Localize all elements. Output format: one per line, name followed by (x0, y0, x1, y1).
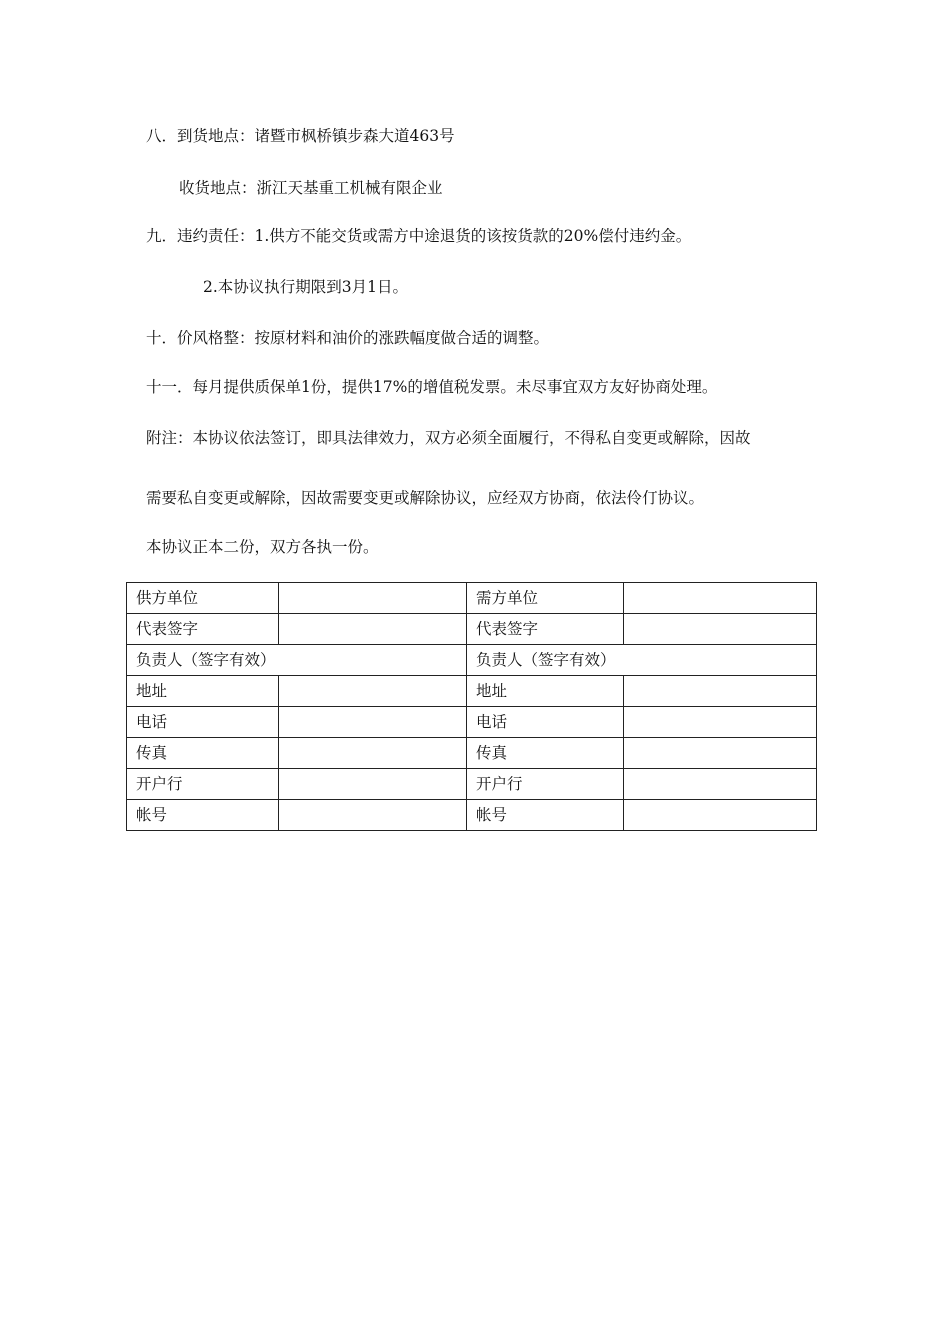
clause-note-2: 需要私自变更或解除，因故需要变更或解除协议，应经双方协商，依法伶仃协议。 (146, 489, 705, 507)
buyer-value-cell (624, 583, 817, 614)
table-row (127, 738, 817, 769)
table-row (127, 800, 817, 831)
buyer-value-cell (624, 614, 817, 645)
supplier-value-cell (279, 769, 467, 800)
table-row (127, 645, 817, 676)
buyer-label: 地址 (467, 676, 624, 707)
table-row (127, 614, 817, 645)
supplier-label: 地址 (127, 676, 279, 707)
table-row (127, 769, 817, 800)
clause-price-adjust: 十．价风格整：按原材料和油价的涨跌幅度做合适的调整。 (146, 329, 550, 347)
supplier-label: 开户行 (127, 769, 279, 800)
table-row (127, 583, 817, 614)
supplier-label: 传真 (127, 738, 279, 769)
supplier-label: 供方单位 (127, 583, 279, 614)
clause-note-1: 附注：本协议依法签订，即具法律效力，双方必须全面履行，不得私自变更或解除，因故 (146, 429, 751, 447)
buyer-label: 帐号 (467, 800, 624, 831)
buyer-value-cell (624, 676, 817, 707)
table-row (127, 676, 817, 707)
buyer-label: 负责人（签字有效） (467, 645, 817, 676)
supplier-label: 负责人（签字有效） (127, 645, 467, 676)
supplier-value-cell (279, 800, 467, 831)
supplier-value-cell (279, 676, 467, 707)
supplier-value-cell (279, 738, 467, 769)
clause-breach-1: 九．违约责任：1.供方不能交货或需方中途退货的该按货款的20%偿付违约金。 (146, 227, 692, 245)
buyer-label: 开户行 (467, 769, 624, 800)
clause-copies: 本协议正本二份，双方各执一份。 (146, 538, 379, 556)
buyer-value-cell (624, 769, 817, 800)
buyer-label: 传真 (467, 738, 624, 769)
buyer-label: 代表签字 (467, 614, 624, 645)
supplier-label: 帐号 (127, 800, 279, 831)
table-row (127, 707, 817, 738)
clause-delivery-place: 八．到货地点：诸暨市枫桥镇步森大道463号 (146, 127, 455, 145)
supplier-value-cell (279, 614, 467, 645)
buyer-value-cell (624, 800, 817, 831)
clause-quality: 十一．每月提供质保单1份，提供17%的增值税发票。未尽事宜双方友好协商处理。 (146, 378, 718, 396)
supplier-label: 代表签字 (127, 614, 279, 645)
supplier-value-cell (279, 583, 467, 614)
buyer-value-cell (624, 738, 817, 769)
supplier-value-cell (279, 707, 467, 738)
buyer-label: 需方单位 (467, 583, 624, 614)
clause-receiver: 收货地点：浙江天基重工机械有限企业 (179, 179, 443, 197)
signature-table (126, 582, 817, 831)
buyer-value-cell (624, 707, 817, 738)
supplier-label: 电话 (127, 707, 279, 738)
buyer-label: 电话 (467, 707, 624, 738)
clause-breach-2: 2.本协议执行期限到3月1日。 (203, 278, 409, 296)
